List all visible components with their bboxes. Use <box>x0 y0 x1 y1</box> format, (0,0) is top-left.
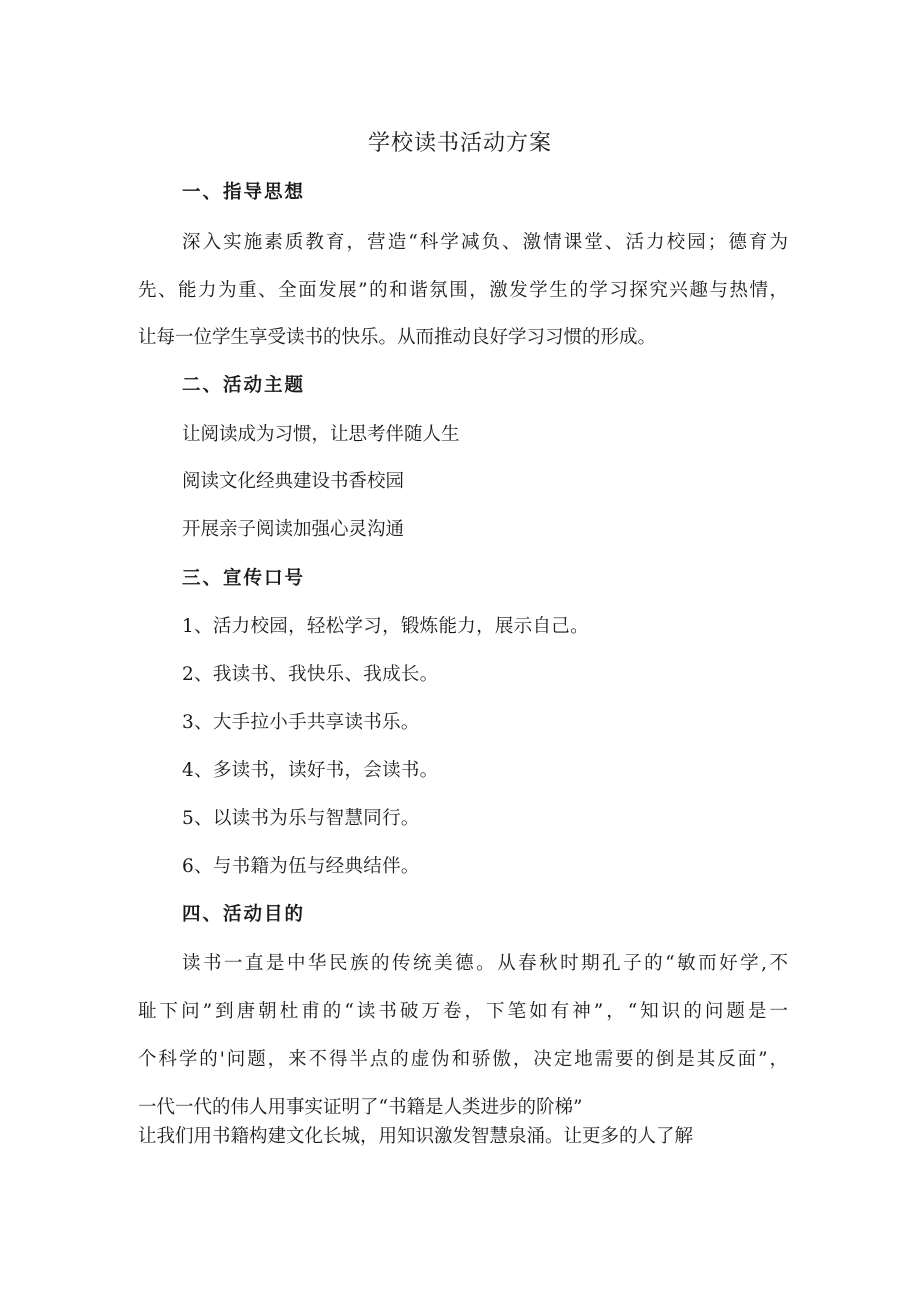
theme-item: 开展亲子阅读加强心灵沟通 <box>182 519 405 540</box>
slogan-item: 3、大手拉小手共享读书乐。 <box>182 712 420 733</box>
paragraph-line: 一代一代的伟人用事实证明了“书籍是人类进步的阶梯” <box>138 1097 583 1118</box>
slogan-item: 1、活力校园，轻松学习，锻炼能力，展示自己。 <box>182 616 589 637</box>
section-heading-activity-theme: 二、活动主题 <box>182 375 306 396</box>
paragraph-line: 让我们用书籍构建文化长城，用知识激发智慧泉涌。让更多的人了解 <box>138 1126 694 1147</box>
slogan-item: 4、多读书，读好书，会读书。 <box>182 760 439 781</box>
paragraph-line: 先、能力为重、全面发展”的和谐氛围，激发学生的学习探究兴趣与热情， <box>138 280 788 301</box>
section-heading-guiding-ideology: 一、指导思想 <box>182 182 306 203</box>
theme-item: 阅读文化经典建设书香校园 <box>182 471 405 492</box>
paragraph-line: 深入实施素质教育，营造“科学减负、激情课堂、活力校园；德育为 <box>182 232 788 253</box>
paragraph-line: 个科学的'问题，来不得半点的虚伪和骄傲，决定地需要的倒是其反面”， <box>138 1049 788 1070</box>
paragraph-line: 读书一直是中华民族的传统美德。从春秋时期孔子的“敏而好学,不 <box>182 953 788 974</box>
theme-item: 让阅读成为习惯，让思考伴随人生 <box>182 424 460 445</box>
slogan-item: 2、我读书、我快乐、我成长。 <box>182 664 439 685</box>
slogan-item: 5、以读书为乐与智慧同行。 <box>182 808 420 829</box>
section-heading-slogans: 三、宣传口号 <box>182 568 306 589</box>
paragraph-line: 让每一位学生享受读书的快乐。从而推动良好学习习惯的形成。 <box>138 327 657 348</box>
slogan-item: 6、与书籍为伍与经典结伴。 <box>182 856 420 877</box>
paragraph-line: 耻下问”到唐朝杜甫的“读书破万卷，下笔如有神”，“知识的问题是一 <box>138 1001 788 1022</box>
section-heading-activity-purpose: 四、活动目的 <box>182 904 306 925</box>
document-title: 学校读书活动方案 <box>367 131 552 156</box>
